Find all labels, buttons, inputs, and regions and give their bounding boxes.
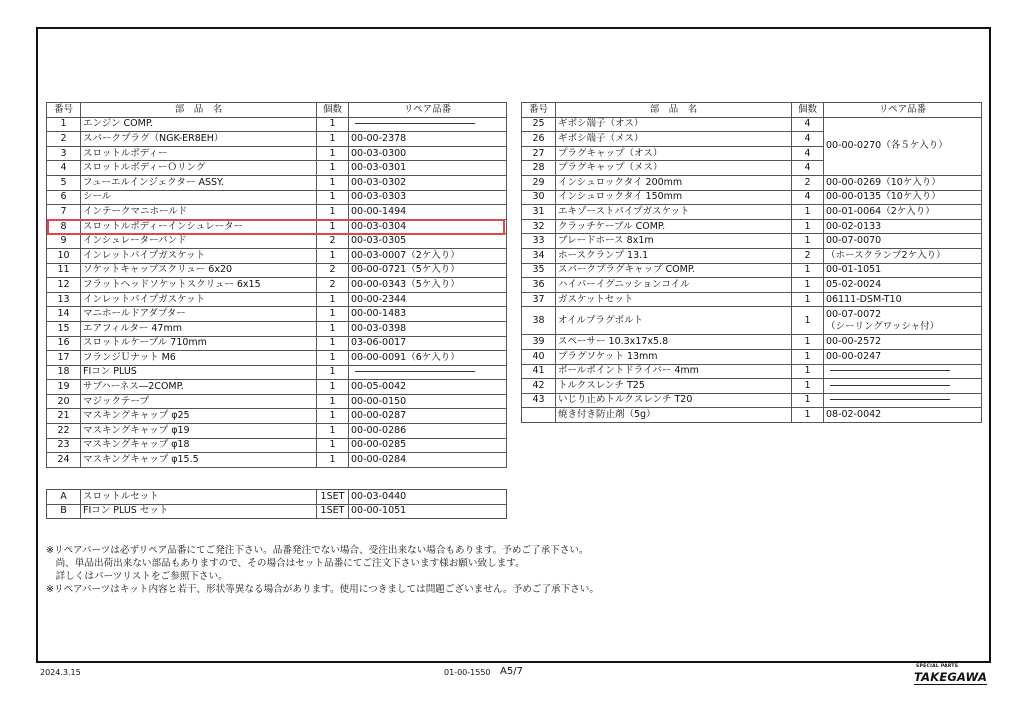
repair-number: 00-00-0150 [349, 394, 507, 409]
table-row [522, 234, 982, 249]
note-line: ※リペアパーツは必ずリペア品番にてご発注下さい。品番発注でない場合、受注出来ない場合もあります。予めご了承下さい。 [46, 545, 589, 556]
no-repair-number-dash [830, 385, 950, 386]
part-name: プラグソケット 13mm [556, 349, 792, 364]
repair-number: 00-00-0091（6ケ入り） [349, 351, 507, 366]
table-row [47, 365, 507, 380]
part-number: 31 [522, 205, 556, 220]
part-name: FIコン PLUS [81, 365, 317, 380]
part-number: 20 [47, 394, 81, 409]
set-repair-number: 00-03-0440 [349, 490, 507, 505]
table-row [522, 408, 982, 423]
part-quantity: 1 [317, 248, 349, 263]
repair-number: 00-00-0343（5ケ入り） [349, 278, 507, 293]
part-number: 5 [47, 175, 81, 190]
part-quantity: 1 [792, 292, 824, 307]
part-number: 40 [522, 349, 556, 364]
header-repair-number: リペア品番 [349, 103, 507, 118]
table-row [47, 490, 507, 505]
part-quantity: 1 [792, 234, 824, 249]
part-number: 33 [522, 234, 556, 249]
note-line: 詳しくはパーツリストをご参照下さい。 [46, 571, 228, 582]
table-row [522, 219, 982, 234]
header-quantity: 個数 [792, 103, 824, 118]
part-quantity: 2 [317, 234, 349, 249]
part-quantity: 1 [317, 219, 349, 234]
table-row [522, 117, 982, 132]
table-row [47, 117, 507, 132]
repair-number: 00-03-0398 [349, 321, 507, 336]
part-name: インシュロックタイ 200mm [556, 175, 792, 190]
part-name: ホースクランプ 13.1 [556, 248, 792, 263]
header-repair-number: リペア品番 [824, 103, 982, 118]
part-number: 42 [522, 379, 556, 394]
table-row [522, 364, 982, 379]
repair-number: 00-01-0064（2ケ入り） [824, 205, 982, 220]
part-quantity: 1 [317, 292, 349, 307]
repair-number [824, 379, 982, 394]
part-name: ハイパーイグニッションコイル [556, 278, 792, 293]
set-id: A [47, 490, 81, 505]
part-quantity: 1 [317, 438, 349, 453]
table-row [47, 132, 507, 147]
repair-number [349, 117, 507, 132]
part-number: 8 [47, 219, 81, 234]
part-number: 2 [47, 132, 81, 147]
repair-number: 00-03-0302 [349, 175, 507, 190]
part-quantity: 1 [317, 380, 349, 395]
part-quantity: 1 [792, 263, 824, 278]
table-row [47, 190, 507, 205]
part-number: 17 [47, 351, 81, 366]
repair-number: 00-03-0303 [349, 190, 507, 205]
part-number: 19 [47, 380, 81, 395]
part-name: スパークプラグキャップ COMP. [556, 263, 792, 278]
table-row [522, 349, 982, 364]
part-quantity: 1 [792, 408, 824, 423]
part-number: 3 [47, 146, 81, 161]
part-quantity: 1 [317, 351, 349, 366]
repair-number: 00-00-0247 [824, 349, 982, 364]
part-name: エアフィルター 47mm [81, 321, 317, 336]
part-number: 9 [47, 234, 81, 249]
part-number: 11 [47, 263, 81, 278]
part-name: プラグキャップ（メス） [556, 161, 792, 176]
part-quantity: 1 [792, 205, 824, 220]
repair-number: 00-00-1483 [349, 307, 507, 322]
set-quantity: 1SET [317, 504, 349, 519]
part-number: 26 [522, 132, 556, 147]
part-number: 21 [47, 409, 81, 424]
part-number: 36 [522, 278, 556, 293]
part-name: いじり止めトルクスレンチ T20 [556, 393, 792, 408]
footer-date: 2024.3.15 [40, 668, 81, 677]
part-number: 32 [522, 219, 556, 234]
no-repair-number-dash [355, 123, 475, 124]
set-parts-table [46, 489, 507, 519]
table-row [522, 190, 982, 205]
set-quantity: 1SET [317, 490, 349, 505]
part-number: 15 [47, 321, 81, 336]
repair-number: 00-00-0721（5ケ入り） [349, 263, 507, 278]
part-number: 24 [47, 453, 81, 468]
repair-number-note: （シーリングワッシャ付） [826, 320, 940, 332]
part-quantity: 4 [792, 190, 824, 205]
part-quantity: 1 [317, 424, 349, 439]
table-row [47, 234, 507, 249]
header-part-name: 部 品 名 [556, 103, 792, 118]
part-number: 29 [522, 175, 556, 190]
table-row [47, 278, 507, 293]
table-row [47, 175, 507, 190]
brand-logo [914, 664, 986, 686]
no-repair-number-dash [830, 399, 950, 400]
repair-number: 00-00-0285 [349, 438, 507, 453]
table-row [47, 307, 507, 322]
repair-number: 00-00-2344 [349, 292, 507, 307]
part-quantity: 1 [317, 453, 349, 468]
repair-number: 00-03-0007（2ケ入り） [349, 248, 507, 263]
header-number: 番号 [47, 103, 81, 118]
part-name: 焼き付き防止剤（5g） [556, 408, 792, 423]
table-row [522, 205, 982, 220]
part-number: 6 [47, 190, 81, 205]
header-number: 番号 [522, 103, 556, 118]
part-number: 27 [522, 146, 556, 161]
repair-number: 00-03-0301 [349, 161, 507, 176]
part-name: サブハーネス―2COMP. [81, 380, 317, 395]
part-name: マスキングキャップ φ25 [81, 409, 317, 424]
part-name: スペーサー 10.3x17x5.8 [556, 335, 792, 350]
part-number: 28 [522, 161, 556, 176]
part-quantity: 1 [317, 321, 349, 336]
part-name: スロットルケーブル 710mm [81, 336, 317, 351]
part-name: ブレードホース 8x1m [556, 234, 792, 249]
part-name: プラグキャップ（オス） [556, 146, 792, 161]
part-name: ソケットキャップスクリュー 6x20 [81, 263, 317, 278]
part-name: トルクスレンチ T25 [556, 379, 792, 394]
table-row [47, 161, 507, 176]
repair-number: 00-00-0135（10ケ入り） [824, 190, 982, 205]
footer-doc-code: 01-00-1550 [444, 668, 491, 677]
parts-table-left [46, 102, 507, 468]
part-quantity: 1 [792, 335, 824, 350]
part-quantity: 1 [317, 132, 349, 147]
table-row [522, 278, 982, 293]
set-repair-number: 00-00-1051 [349, 504, 507, 519]
part-name: インテークマニホールド [81, 205, 317, 220]
table-row [522, 393, 982, 408]
repair-number-group: 00-00-0270（各５ケ入り） [824, 117, 982, 175]
part-number: 22 [47, 424, 81, 439]
part-number: 18 [47, 365, 81, 380]
repair-number [824, 364, 982, 379]
repair-number: 00-00-0269（10ケ入り） [824, 175, 982, 190]
part-name: シール [81, 190, 317, 205]
note-line: 尚、単品出荷出来ない部品もありますので、その場合はセット品番にてご注文下さいます様お願い致します。 [46, 558, 525, 569]
part-name: スロットルボディーＯリング [81, 161, 317, 176]
part-number: 14 [47, 307, 81, 322]
part-name: マニホールドアダプター [81, 307, 317, 322]
part-quantity: 1 [317, 190, 349, 205]
part-quantity: 1 [792, 393, 824, 408]
part-number: 1 [47, 117, 81, 132]
repair-number: 06111-DSM-T10 [824, 292, 982, 307]
no-repair-number-dash [830, 370, 950, 371]
table-row [47, 453, 507, 468]
table-row [47, 219, 507, 234]
part-quantity: 2 [792, 175, 824, 190]
part-number: 41 [522, 364, 556, 379]
part-name: クラッチケーブル COMP. [556, 219, 792, 234]
table-row [47, 351, 507, 366]
table-row [47, 424, 507, 439]
part-quantity: 1 [792, 219, 824, 234]
part-number: 12 [47, 278, 81, 293]
table-row [47, 409, 507, 424]
repair-number: 00-00-0284 [349, 453, 507, 468]
part-name: エキゾーストパイプガスケット [556, 205, 792, 220]
table-row [47, 504, 507, 519]
part-name: ボールポイントドライバー 4mm [556, 364, 792, 379]
part-number: 34 [522, 248, 556, 263]
part-number: 37 [522, 292, 556, 307]
repair-number: 00-01-1051 [824, 263, 982, 278]
table-row [522, 292, 982, 307]
repair-number: 00-00-0287 [349, 409, 507, 424]
part-quantity: 1 [792, 278, 824, 293]
part-quantity: 4 [792, 132, 824, 147]
part-name: マスキングキャップ φ15.5 [81, 453, 317, 468]
part-quantity: 4 [792, 117, 824, 132]
table-row [47, 263, 507, 278]
part-name: インシュロックタイ 150mm [556, 190, 792, 205]
table-row [47, 292, 507, 307]
part-quantity: 1 [792, 307, 824, 335]
part-quantity: 1 [317, 161, 349, 176]
part-name: インレットパイプガスケット [81, 248, 317, 263]
part-quantity: 4 [792, 161, 824, 176]
part-name: マスキングキャップ φ18 [81, 438, 317, 453]
header-quantity: 個数 [317, 103, 349, 118]
part-number: 23 [47, 438, 81, 453]
repair-number: 00-05-0042 [349, 380, 507, 395]
table-row [522, 307, 982, 335]
part-name: インシュレーターバンド [81, 234, 317, 249]
set-id: B [47, 504, 81, 519]
part-quantity: 1 [317, 409, 349, 424]
part-name: インレットパイプガスケット [81, 292, 317, 307]
notes-block [46, 544, 946, 596]
repair-number: 05-02-0024 [824, 278, 982, 293]
part-quantity: 1 [792, 349, 824, 364]
note-line: ※リペアパーツはキット内容と若干、形状等異なる場合があります。使用につきましては問題ございません。予めご了承下さい。 [46, 584, 599, 595]
table-row [47, 205, 507, 220]
part-number: 39 [522, 335, 556, 350]
part-quantity: 1 [317, 307, 349, 322]
repair-number [824, 393, 982, 408]
table-row [47, 438, 507, 453]
table-row [522, 263, 982, 278]
part-name: フランジＵナット M6 [81, 351, 317, 366]
table-row [47, 248, 507, 263]
table-row [522, 175, 982, 190]
part-quantity: 2 [317, 263, 349, 278]
set-name: FIコン PLUS セット [81, 504, 317, 519]
repair-number-line: 00-07-0072 [826, 308, 882, 320]
brand-tagline: SPECIAL PARTS [916, 664, 959, 669]
part-name: スパークプラグ（NGK-ER8EH） [81, 132, 317, 147]
repair-number: 00-00-0286 [349, 424, 507, 439]
part-quantity: 2 [792, 248, 824, 263]
repair-number: 00-03-0305 [349, 234, 507, 249]
part-quantity: 1 [317, 117, 349, 132]
part-name: ギボシ端子（オス） [556, 117, 792, 132]
part-number: 13 [47, 292, 81, 307]
repair-number: 00-03-0304 [349, 219, 507, 234]
part-number: 43 [522, 393, 556, 408]
repair-number: 08-02-0042 [824, 408, 982, 423]
repair-number: 00-07-0070 [824, 234, 982, 249]
part-number: 25 [522, 117, 556, 132]
part-quantity: 1 [317, 205, 349, 220]
table-row [522, 335, 982, 350]
part-number: 10 [47, 248, 81, 263]
header-part-name: 部 品 名 [81, 103, 317, 118]
repair-number: 00-03-0300 [349, 146, 507, 161]
repair-number [824, 307, 982, 335]
table-row [47, 321, 507, 336]
part-quantity: 2 [317, 278, 349, 293]
part-name: オイルプラグボルト [556, 307, 792, 335]
footer-page-number: A5/7 [500, 666, 523, 677]
repair-number: 00-00-2378 [349, 132, 507, 147]
table-row [47, 380, 507, 395]
part-number: 7 [47, 205, 81, 220]
part-name: フラットヘッドソケットスクリュー 6x15 [81, 278, 317, 293]
repair-number [349, 365, 507, 380]
part-quantity: 1 [317, 146, 349, 161]
part-quantity: 4 [792, 146, 824, 161]
table-row [47, 336, 507, 351]
part-number: 30 [522, 190, 556, 205]
parts-table-right [521, 102, 982, 423]
part-name: エンジン COMP. [81, 117, 317, 132]
part-quantity: 1 [317, 394, 349, 409]
part-quantity: 1 [317, 365, 349, 380]
part-quantity: 1 [317, 175, 349, 190]
brand-name: TAKEGAWA [914, 670, 988, 684]
part-name: ガスケットセット [556, 292, 792, 307]
table-header-row [47, 103, 507, 118]
part-number: 38 [522, 307, 556, 335]
no-repair-number-dash [355, 371, 475, 372]
part-name: ギボシ端子（メス） [556, 132, 792, 147]
table-row [47, 394, 507, 409]
set-name: スロットルセット [81, 490, 317, 505]
part-number: 16 [47, 336, 81, 351]
part-name: フューエルインジェクター ASSY. [81, 175, 317, 190]
part-name: スロットルボディーインシュレーター [81, 219, 317, 234]
part-quantity: 1 [792, 364, 824, 379]
repair-number: 00-02-0133 [824, 219, 982, 234]
repair-number: 00-00-1494 [349, 205, 507, 220]
table-row [522, 379, 982, 394]
part-number: 35 [522, 263, 556, 278]
part-quantity: 1 [317, 336, 349, 351]
part-quantity: 1 [792, 379, 824, 394]
table-header-row [522, 103, 982, 118]
part-name: マスキングキャップ φ19 [81, 424, 317, 439]
part-name: マジックテープ [81, 394, 317, 409]
part-name: スロットルボディー [81, 146, 317, 161]
part-number [522, 408, 556, 423]
repair-number: （ホースクランプ2ケ入り） [824, 248, 982, 263]
repair-number: 00-00-2572 [824, 335, 982, 350]
table-row [47, 146, 507, 161]
table-row [522, 248, 982, 263]
repair-number: 03-06-0017 [349, 336, 507, 351]
part-number: 4 [47, 161, 81, 176]
